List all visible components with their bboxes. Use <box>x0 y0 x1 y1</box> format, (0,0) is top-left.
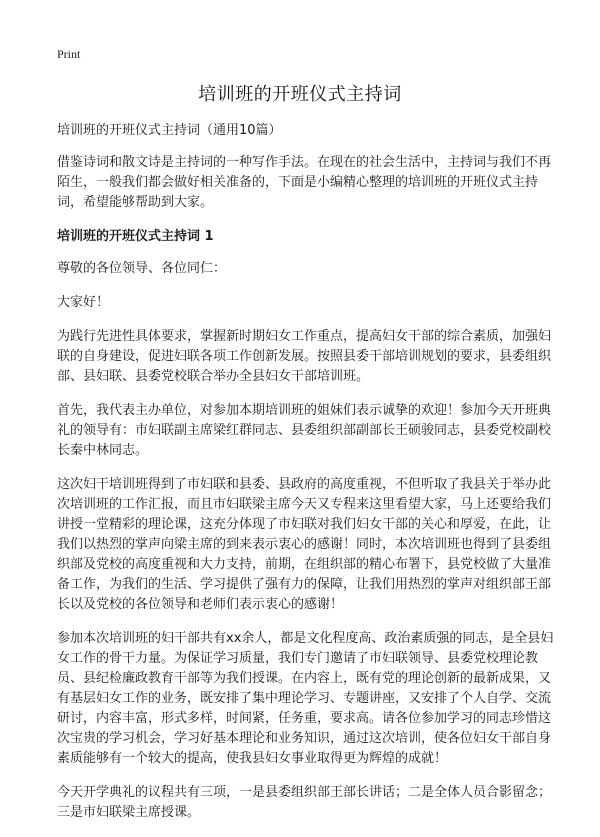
paragraph-salutation: 尊敬的各位领导、各位同仁： <box>57 261 227 276</box>
paragraph-welcome: 首先，我代表主办单位，对参加本期培训班的姐妹们表示诚挚的欢迎！参加今天开班典礼的领导有：市妇联副主席梁红群同志、县委组织部副部长王硕骏同志，县委党校副校长秦中林同志。 <box>57 403 552 458</box>
section-heading: 培训班的开班仪式主持词 1 <box>57 229 214 244</box>
paragraph-greeting: 大家好！ <box>57 295 110 310</box>
article-body <box>57 121 557 837</box>
paragraph-participants: 参加本次培训班的妇干部共有xx余人，都是文化程度高、政治素质强的同志，是全县妇女工作的骨干力量。为保证学习质量，我们专门邀请了市妇联领导、县委党校理论教员、县纪检廉政教育干部等为我们授课。在内容上，既有党的理论创新的最新成果，又有基层妇女工作的业务，既安排了集中理论学习、专题讲座，又安排了个人自学、交流研讨，内容丰富，形式多样，时间紧，任务重，要求高。请各位参加学习的同志珍惜这次宝贵的学习机会，学习好基本理论和业务知识，通过这次培训，使各位妇女干部自身素质能够有一个较大的提高，使我县妇女事业取得更为辉煌的成就！ <box>57 631 554 766</box>
intro-paragraph: 借鉴诗词和散文诗是主持词的一种写作手法。在现在的社会生活中，主持词与我们不再陌生，一般我们都会做好相关准备的，下面是小编精心整理的培训班的开班仪式主持词，希望能够帮助到大家。 <box>57 155 552 210</box>
print-link[interactable]: Print <box>57 47 81 61</box>
paragraph-purpose: 为践行先进性具体要求，掌握新时期妇女工作重点，提高妇女干部的综合素质，加强妇联的自身建设，促进妇联各项工作创新发展。按照县委干部培训规划的要求，县委组织部、县妇联、县委党校联合举办全县妇女干部培训班。 <box>57 329 552 384</box>
article-subtitle: 培训班的开班仪式主持词（通用10篇） <box>57 123 282 138</box>
paragraph-agenda: 今天开学典礼的议程共有三项，一是县委组织部王部长讲话；二是全体人员合影留念；三是市妇联梁主席授课。 <box>57 785 552 820</box>
page-title: 培训班的开班仪式主持词 <box>198 84 402 105</box>
paragraph-thanks: 这次妇干培训班得到了市妇联和县委、县政府的高度重视，不但听取了我县关于举办此次培训班的工作汇报，而且市妇联梁主席今天又专程来这里看望大家，马上还要给我们讲授一堂精彩的理论课，这充分体现了市妇联对我们妇女干部的关心和厚爱，在此，让我们以热烈的掌声向梁主席的到来表示衷心的感谢！同时，本次培训班也得到了县委组织部及党校的高度重视和大力支持，前期，在组织部的精心布署下，县党校做了大量准备工作，为我们的生活、学习提供了强有力的保障，让我们用热烈的掌声对组织部王部长以及党校的各位领导和老师们表示衷心的感谢！ <box>57 477 552 612</box>
